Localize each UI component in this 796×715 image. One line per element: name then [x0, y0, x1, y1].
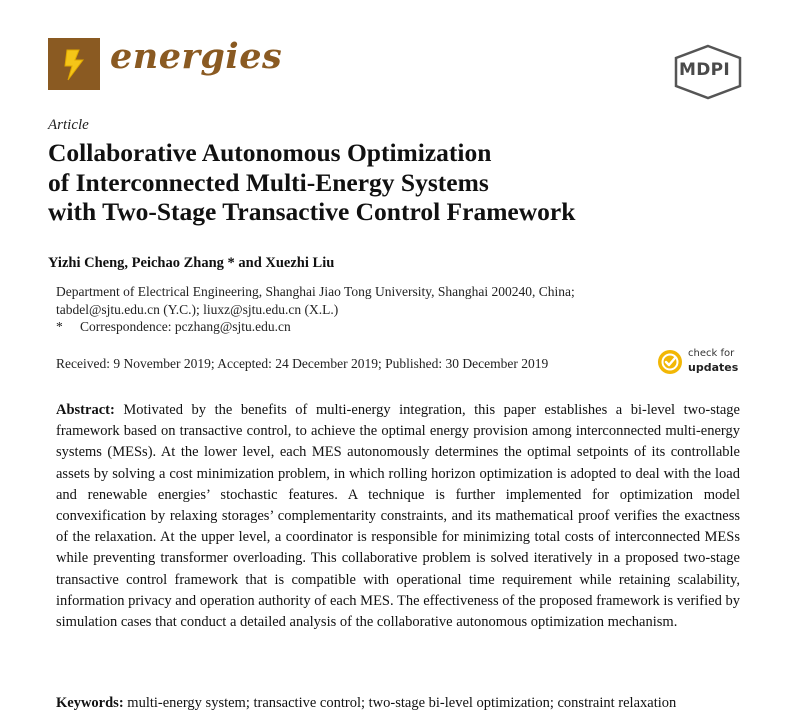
correspondence-email[interactable]: Correspondence: pczhang@sjtu.edu.cn [80, 319, 291, 334]
correspondence-line [56, 318, 575, 336]
affiliation-line: tabdel@sjtu.edu.cn (Y.C.); liuxz@sjtu.edu.cn (X.L.) [56, 301, 339, 317]
affiliation-block [56, 283, 575, 336]
abstract-text: Motivated by the benefits of multi-energy integration, this paper establishes a bi-level two-stage framework based on transactive control, to achieve the optimal energy provision among interconnected multi-energy systems (MESs). At the lower level, each MES autonomously determines the optimal setpoints of its controllable assets by solving a cost minimization problem, in which rolling horizon optimization is adopted to deal with the load and renewable energies’ stochastic features. A technique is further implemented for optimization model convexification by relaxing storages’ complementarity constraints, and its mathematical proof verifies the exactness of the relaxation. At the upper level, a coordinator is responsible for minimizing total costs of interconnected MESs while preventing transformer overloading. This collaborative problem is solved iteratively in a proposed two-stage transactive control framework that is compatible with operational time requirement while retaining scalability, information privacy and operation authority of each MES. The effectiveness of the proposed framework is verified by simulation cases that conduct a detailed analysis of the collaborative autonomous optimization mechanism. [56, 402, 740, 631]
article-type: Article [48, 117, 89, 133]
abstract-label: Abstract: [56, 402, 115, 418]
journal-name: energies [110, 36, 283, 77]
publication-dates: Received: 9 November 2019; Accepted: 24 December 2019; Published: 30 December 2019 [56, 356, 549, 371]
correspondence-marker: * [56, 319, 63, 334]
article-title [48, 138, 748, 227]
affiliation-line: Department of Electrical Engineering, Shanghai Jiao Tong University, Shanghai 200240, China; [56, 284, 575, 299]
title-line: of Interconnected Multi-Energy Systems [48, 167, 489, 197]
keywords-line [56, 695, 746, 712]
title-line: Collaborative Autonomous Optimization [48, 138, 492, 167]
keywords-text: multi-energy system; transactive control; two-stage bi-level optimization; constraint relaxation [127, 695, 677, 711]
check-for-label: check for [688, 348, 735, 359]
updates-label: updates [688, 361, 739, 374]
title-line: with Two-Stage Transactive Control Framework [48, 197, 576, 226]
check-for-updates-icon [657, 349, 683, 375]
author-list: Yizhi Cheng, Peichao Zhang * and Xuezhi Liu [48, 255, 335, 271]
publisher-name: MDPI [679, 60, 731, 80]
check-for-updates-badge[interactable] [657, 347, 747, 379]
abstract-paragraph [56, 400, 740, 633]
lightning-bolt-icon [48, 38, 100, 90]
journal-logo [48, 38, 100, 90]
keywords-label: Keywords: [56, 695, 124, 711]
